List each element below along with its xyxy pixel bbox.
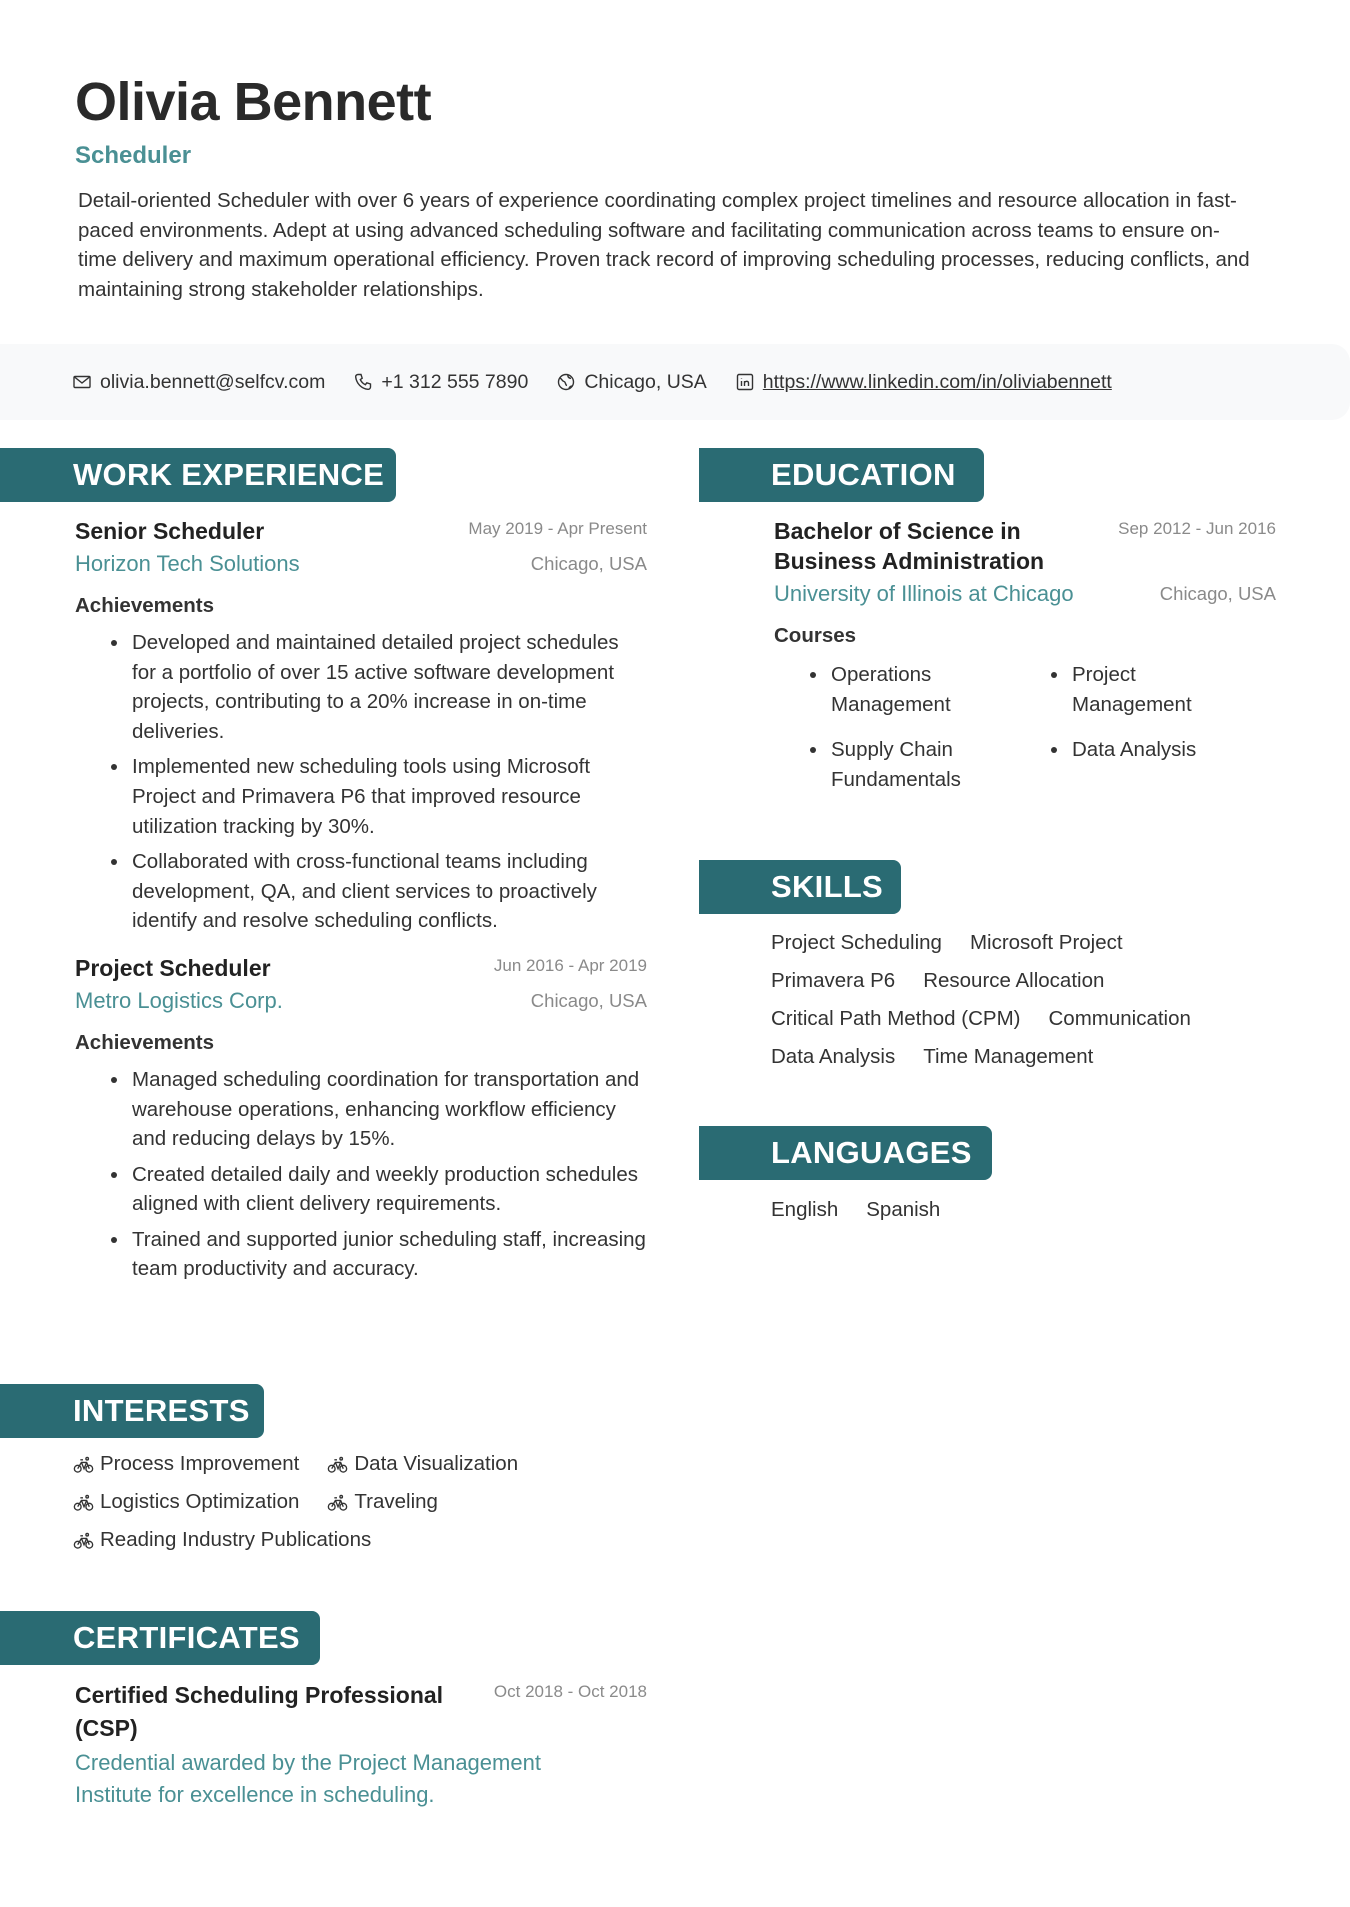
certificate-description: Credential awarded by the Project Management Institute for excellence in scheduling. [75,1750,541,1807]
list-item: Data Analysis [1015,735,1255,794]
interests-list [73,1445,593,1559]
languages-list [771,1191,1241,1229]
list-item: Trained and supported junior scheduling staff, increasing team productivity and accuracy. [75,1225,647,1284]
education-heading [699,448,984,502]
bicycle-icon [327,1454,348,1475]
courses-label: Courses [774,624,857,647]
achievements-list [75,1065,647,1284]
phone-text: +1 312 555 7890 [381,370,529,393]
candidate-role: Scheduler [75,142,192,169]
achievements-list [75,628,647,936]
contact-phone[interactable] [353,371,528,394]
certificates-heading-text: CERTIFICATES [73,1620,300,1655]
skills-heading-text: SKILLS [771,869,884,904]
bicycle-icon [73,1530,94,1551]
job-dates: Jun 2016 - Apr 2019 [493,956,647,976]
school-name: University of Illinois at Chicago [774,581,1074,606]
education-heading-text: EDUCATION [771,457,956,492]
interest-item [73,1445,299,1483]
skill-tag: Resource Allocation [923,969,1105,992]
list-item: Operations Management [774,660,974,719]
candidate-name: Olivia Bennett [75,72,432,132]
job-company: Horizon Tech Solutions [75,551,300,576]
skill-tag: Time Management [923,1045,1094,1068]
interest-item [327,1445,518,1483]
certificate-dates: Oct 2018 - Oct 2018 [493,1682,647,1701]
skill-tag: Project Scheduling [771,931,942,954]
linkedin-link[interactable]: https://www.linkedin.com/in/oliviabennett [762,370,1112,393]
globe-icon [556,372,576,392]
interest-label: Reading Industry Publications [100,1528,372,1551]
achievements-label: Achievements [75,1031,215,1055]
job-dates: May 2019 - Apr Present [468,519,647,538]
certificates-section [75,1679,647,1811]
contact-location [556,371,706,394]
interest-item [73,1483,299,1521]
bicycle-icon [73,1454,94,1475]
school-location: Chicago, USA [1159,583,1276,604]
interests-heading [0,1384,264,1438]
contact-linkedin[interactable] [735,371,1112,394]
list-item: Managed scheduling coordination for transportation and warehouse operations, enhancing workflow efficiency and reducing delays by 15%. [75,1065,647,1154]
list-item: Collaborated with cross-functional teams including development, QA, and client services to proactively identify and resolve scheduling conflicts. [75,847,647,936]
skill-tag: Critical Path Method (CPM) [771,1007,1021,1030]
courses-list [774,660,1276,795]
job-entry [75,516,647,936]
location-text: Chicago, USA [584,370,707,393]
work-heading-text: WORK EXPERIENCE [73,457,385,492]
job-title: Project Scheduler [75,955,271,982]
work-experience-section [75,516,647,1289]
bicycle-icon [327,1492,348,1513]
job-location: Chicago, USA [530,553,647,574]
languages-heading-text: LANGUAGES [771,1135,972,1170]
skills-heading [699,860,901,914]
degree-title: Bachelor of Science in Business Administration [774,518,1045,574]
phone-icon [353,372,373,392]
education-section [774,516,1276,795]
skill-tag: Data Analysis [771,1045,896,1068]
contact-email[interactable] [72,371,325,394]
interest-item [73,1521,371,1559]
languages-section [771,1191,1273,1229]
certificate-title: Certified Scheduling Professional (CSP) [75,1682,444,1741]
list-item: Developed and maintained detailed project schedules for a portfolio of over 15 active software development projects, contributing to a 20% increase in on-time deliveries. [75,628,647,747]
education-dates: Sep 2012 - Jun 2016 [1118,519,1276,538]
language-tag: Spanish [866,1198,941,1221]
list-item: Project Management [1015,660,1215,719]
list-item: Created detailed daily and weekly production schedules aligned with client delivery requirements. [75,1160,647,1219]
skills-list [771,924,1241,1076]
certificates-heading [0,1611,320,1665]
interest-label: Data Visualization [354,1452,519,1475]
job-entry [75,953,647,1284]
interest-label: Process Improvement [100,1452,300,1475]
list-item: Supply Chain Fundamentals [774,735,974,794]
contact-bar [0,344,1350,420]
envelope-icon [72,372,92,392]
job-location: Chicago, USA [530,990,647,1012]
achievements-label: Achievements [75,594,215,617]
language-tag: English [771,1198,839,1221]
profile-summary: Detail-oriented Scheduler with over 6 years of experience coordinating complex project timelines and resource allocation in fast-paced environments. Adept at using advanced scheduling software and facilitating communication across teams to ensure on-time delivery and maximum operational efficiency. Proven track record of improving scheduling processes, reducing conflicts, and maintaining strong stakeholder relationships. [78,189,1250,301]
interest-label: Logistics Optimization [100,1490,300,1513]
interest-item [327,1483,438,1521]
languages-heading [699,1126,992,1180]
interest-label: Traveling [354,1490,438,1513]
linkedin-icon [735,372,755,392]
bicycle-icon [73,1492,94,1513]
skill-tag: Primavera P6 [771,969,896,992]
skills-section [771,924,1273,1076]
skill-tag: Communication [1048,1007,1191,1030]
skill-tag: Microsoft Project [969,931,1123,954]
interests-heading-text: INTERESTS [73,1393,250,1428]
resume-header [75,70,1255,304]
work-experience-heading [0,448,396,502]
list-item: Implemented new scheduling tools using Microsoft Project and Primavera P6 that improved resource utilization tracking by 30%. [75,752,647,841]
job-company: Metro Logistics Corp. [75,988,283,1014]
job-title: Senior Scheduler [75,518,265,544]
email-text: olivia.bennett@selfcv.com [100,370,326,393]
